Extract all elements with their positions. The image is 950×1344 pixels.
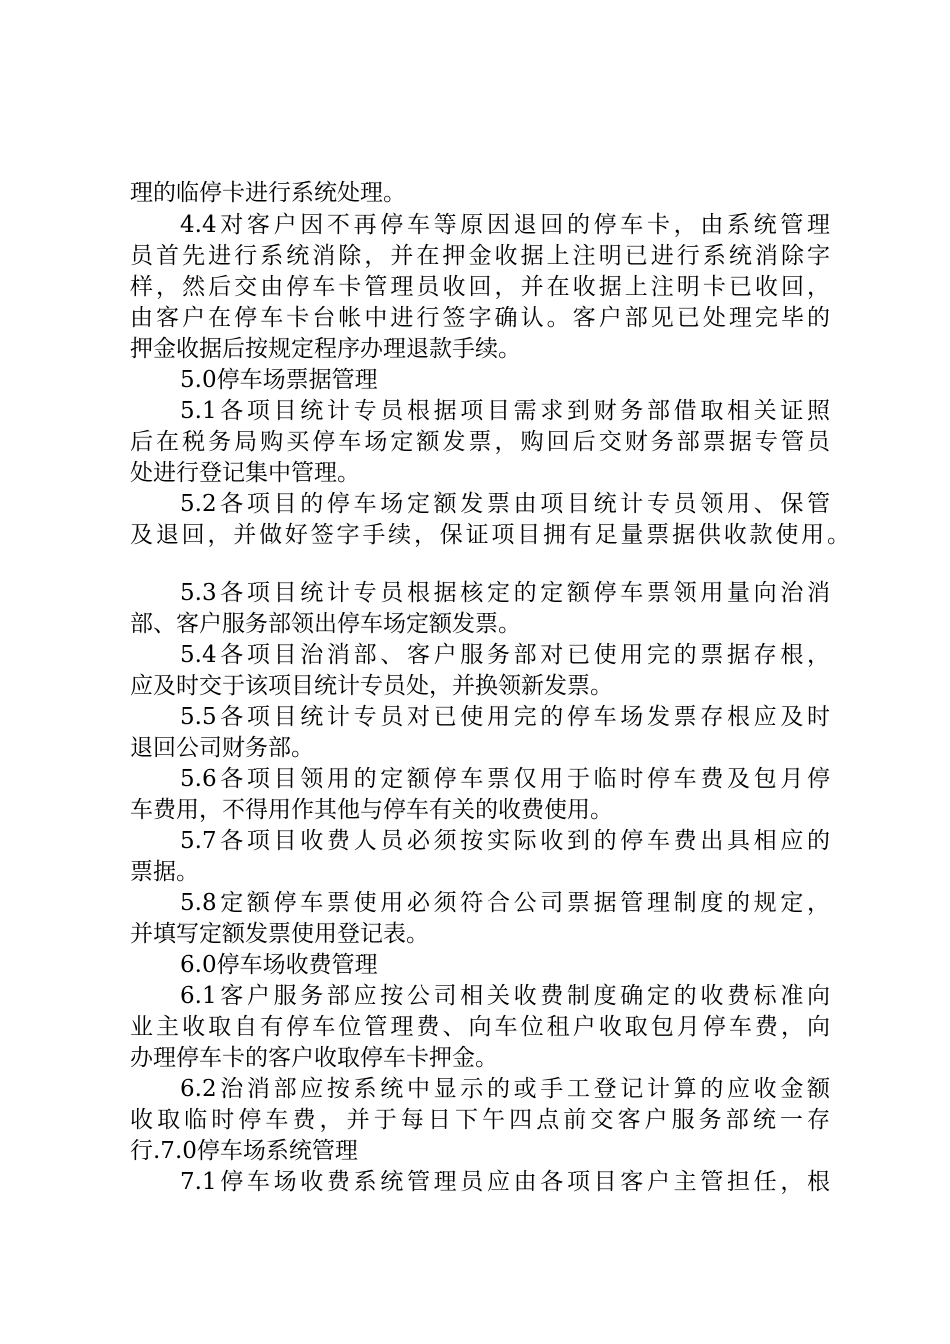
text-line: 后在税务局购买停车场定额发票，购回后交财务部票据专管员 — [130, 429, 830, 455]
text-line: 业主收取自有停车位管理费、向车位租户收取包月停车费，向 — [130, 1014, 830, 1040]
text-line: 车费用，不得用作其他与停车有关的收费使用。 — [130, 797, 613, 823]
text-line: 5.3各项目统计专员根据核定的定额停车票领用量向治消 — [180, 580, 830, 606]
text-line: 行.7.0停车场系统管理 — [130, 1138, 358, 1164]
text-line: 及退回，并做好签字手续，保证项目拥有足量票据供收款使用。 — [130, 522, 850, 548]
text-line: 5.1各项目统计专员根据项目需求到财务部借取相关证照 — [180, 398, 830, 424]
text-line: 部、客户服务部领出停车场定额发票。 — [130, 611, 521, 637]
text-line: 5.4各项目治消部、客户服务部对已使用完的票据存根， — [180, 642, 830, 668]
text-line: 6.1客户服务部应按公司相关收费制度确定的收费标准向 — [180, 983, 830, 1009]
section-heading: 6.0停车场收费管理 — [180, 952, 378, 978]
text-line: 票据。 — [130, 859, 199, 885]
text-line: 员首先进行系统消除，并在押金收据上注明已进行系统消除字 — [130, 243, 830, 269]
text-line: 5.5各项目统计专员对已使用完的停车场发票存根应及时 — [180, 704, 830, 730]
text-line: 并填写定额发票使用登记表。 — [130, 921, 429, 947]
text-line: 理的临停卡进行系统处理。 — [130, 180, 406, 206]
text-line: 5.8定额停车票使用必须符合公司票据管理制度的规定， — [180, 890, 830, 916]
section-heading: 5.0停车场票据管理 — [180, 367, 378, 393]
text-line: 办理停车卡的客户收取停车卡押金。 — [130, 1045, 498, 1071]
text-line: 7.1停车场收费系统管理员应由各项目客户主管担任，根 — [180, 1169, 830, 1195]
text-line: 收取临时停车费，并于每日下午四点前交客户服务部统一存 — [130, 1107, 830, 1133]
text-line: 5.7各项目收费人员必须按实际收到的停车费出具相应的 — [180, 828, 830, 854]
text-line: 样，然后交由停车卡管理员收回，并在收据上注明卡已收回， — [130, 274, 830, 300]
text-line: 押金收据后按规定程序办理退款手续。 — [130, 336, 521, 362]
text-line: 5.6各项目领用的定额停车票仅用于临时停车费及包月停 — [180, 766, 830, 792]
text-line: 退回公司财务部。 — [130, 735, 314, 761]
text-line: 处进行登记集中管理。 — [130, 460, 360, 486]
text-line: 由客户在停车卡台帐中进行签字确认。客户部见已处理完毕的 — [130, 305, 830, 331]
text-line: 5.2各项目的停车场定额发票由项目统计专员领用、保管 — [180, 491, 830, 517]
text-line: 4.4对客户因不再停车等原因退回的停车卡，由系统管理 — [180, 212, 830, 238]
text-line: 应及时交于该项目统计专员处，并换领新发票。 — [130, 673, 613, 699]
text-line: 6.2治消部应按系统中显示的或手工登记计算的应收金额 — [180, 1076, 830, 1102]
